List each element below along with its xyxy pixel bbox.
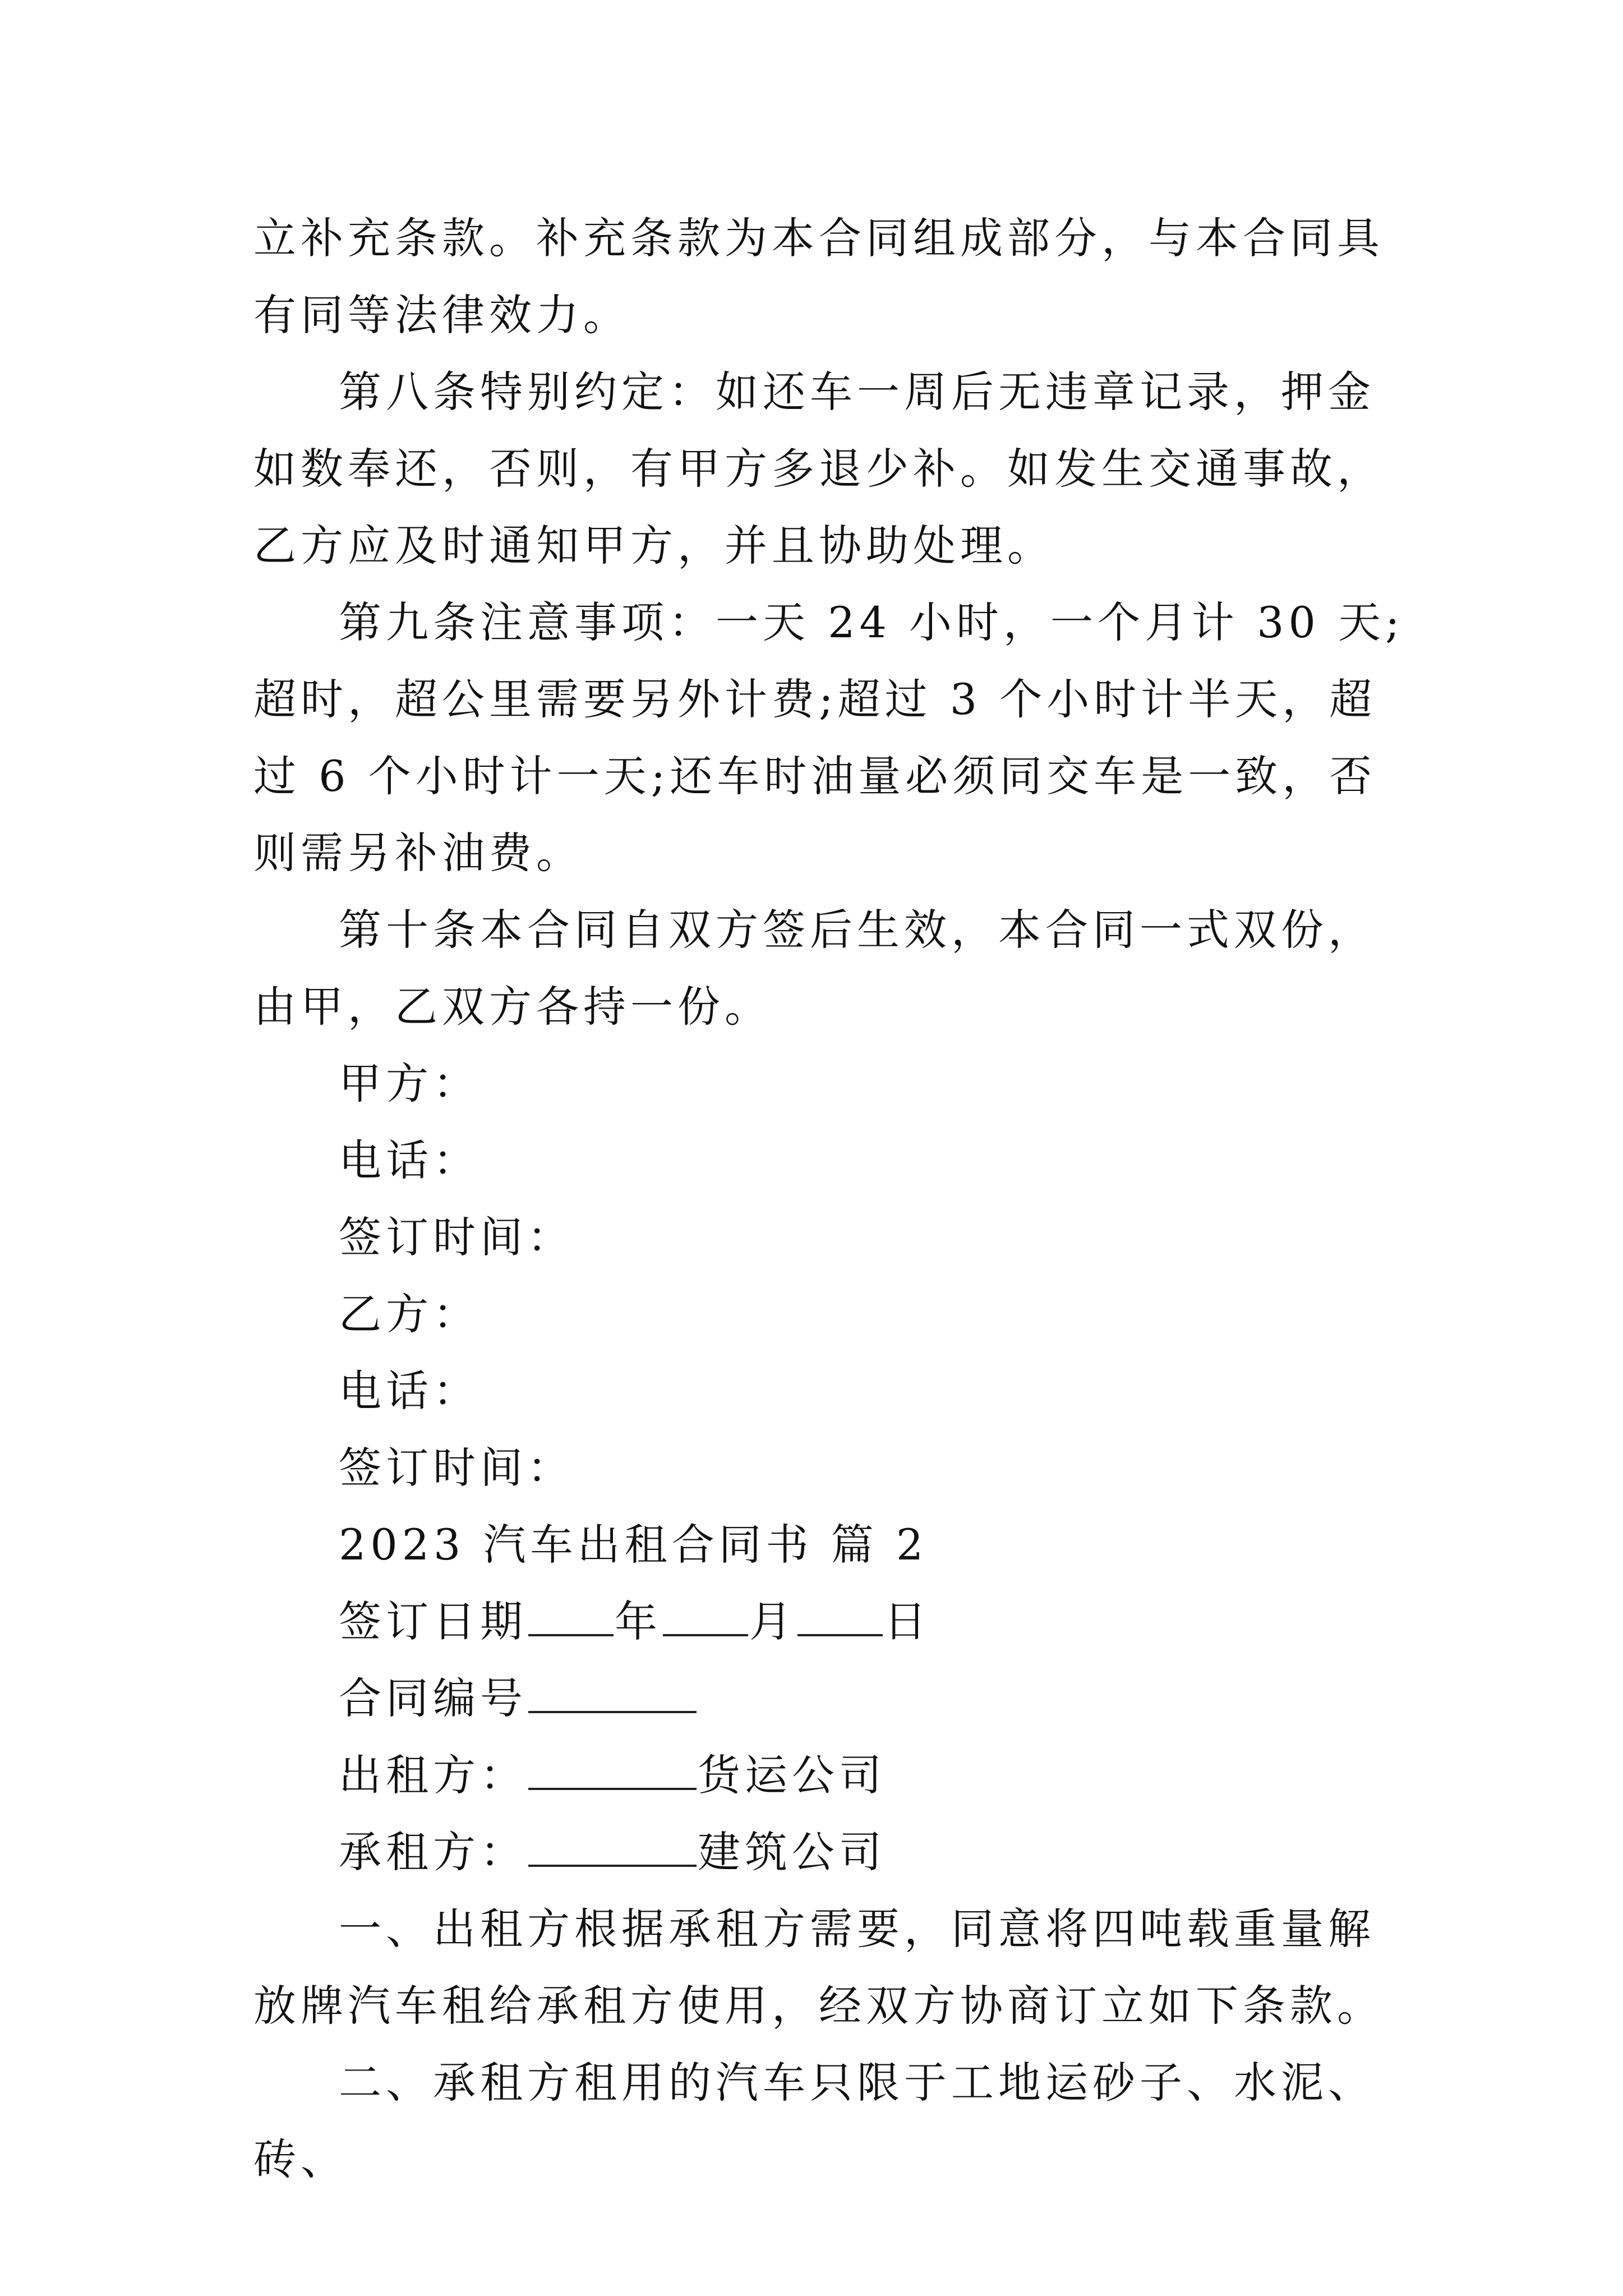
party-b-sign-time-label: 签订时间： [339, 1443, 574, 1493]
lessor-blank [528, 1753, 697, 1790]
paragraph-supplementary-terms: 立补充条款。补充条款为本合同组成部分，与本合同具有同等法律效力。 [253, 213, 1384, 340]
lessor-suffix: 货运公司 [698, 1750, 886, 1800]
lessee-blank [528, 1830, 697, 1867]
contract-number-line [253, 1660, 1409, 1737]
contract-number-label: 合同编号 [339, 1673, 527, 1723]
party-a-sign-time-label: 签订时间： [339, 1212, 574, 1262]
lessor-line [253, 1737, 1409, 1814]
lessor-label: 出租方： [339, 1750, 527, 1800]
section-2-title: 2023 汽车出租合同书 篇 2 [339, 1520, 928, 1570]
lessee-line [253, 1814, 1409, 1890]
paragraph-article-8: 第八条特别约定：如还车一周后无违章记录，押金如数奉还，否则，有甲方多退少补。如发生交通事故，乙方应及时通知甲方，并且协助处理。 [253, 367, 1384, 570]
year-blank [528, 1599, 614, 1636]
day-blank [797, 1599, 883, 1636]
day-label: 日 [884, 1596, 931, 1646]
party-a-label: 甲方： [339, 1059, 480, 1108]
sign-date-line [253, 1583, 1409, 1660]
year-label: 年 [615, 1596, 662, 1646]
sign-date-label: 签订日期 [339, 1596, 527, 1646]
lessee-suffix: 建筑公司 [698, 1827, 886, 1877]
clause-1: 一、出租方根据承租方需要，同意将四吨载重量解放牌汽车租给承租方使用，经双方协商订立如下条款。 [253, 1904, 1384, 2031]
month-label: 月 [749, 1596, 796, 1646]
month-blank [663, 1599, 748, 1636]
contract-number-blank [528, 1676, 697, 1713]
lessee-label: 承租方： [339, 1827, 527, 1877]
clause-2: 二、承租方租用的汽车只限于工地运砂子、水泥、砖、 [253, 2058, 1375, 2184]
party-b-label: 乙方： [339, 1289, 480, 1339]
party-b-phone-label: 电话： [339, 1366, 480, 1416]
paragraph-article-9: 第九条注意事项：一天 24 小时，一个月计 30 天;超时，超公里需要另外计费;超过 3 个小时计半天，超过 6 个小时计一天;还车时油量必须同交车是一致，否则需另补油费。 [253, 597, 1404, 878]
party-a-phone-label: 电话： [339, 1135, 480, 1185]
paragraph-article-10: 第十条本合同自双方签后生效，本合同一式双份，由甲，乙双方各持一份。 [253, 905, 1375, 1032]
document-body [253, 200, 1409, 2198]
